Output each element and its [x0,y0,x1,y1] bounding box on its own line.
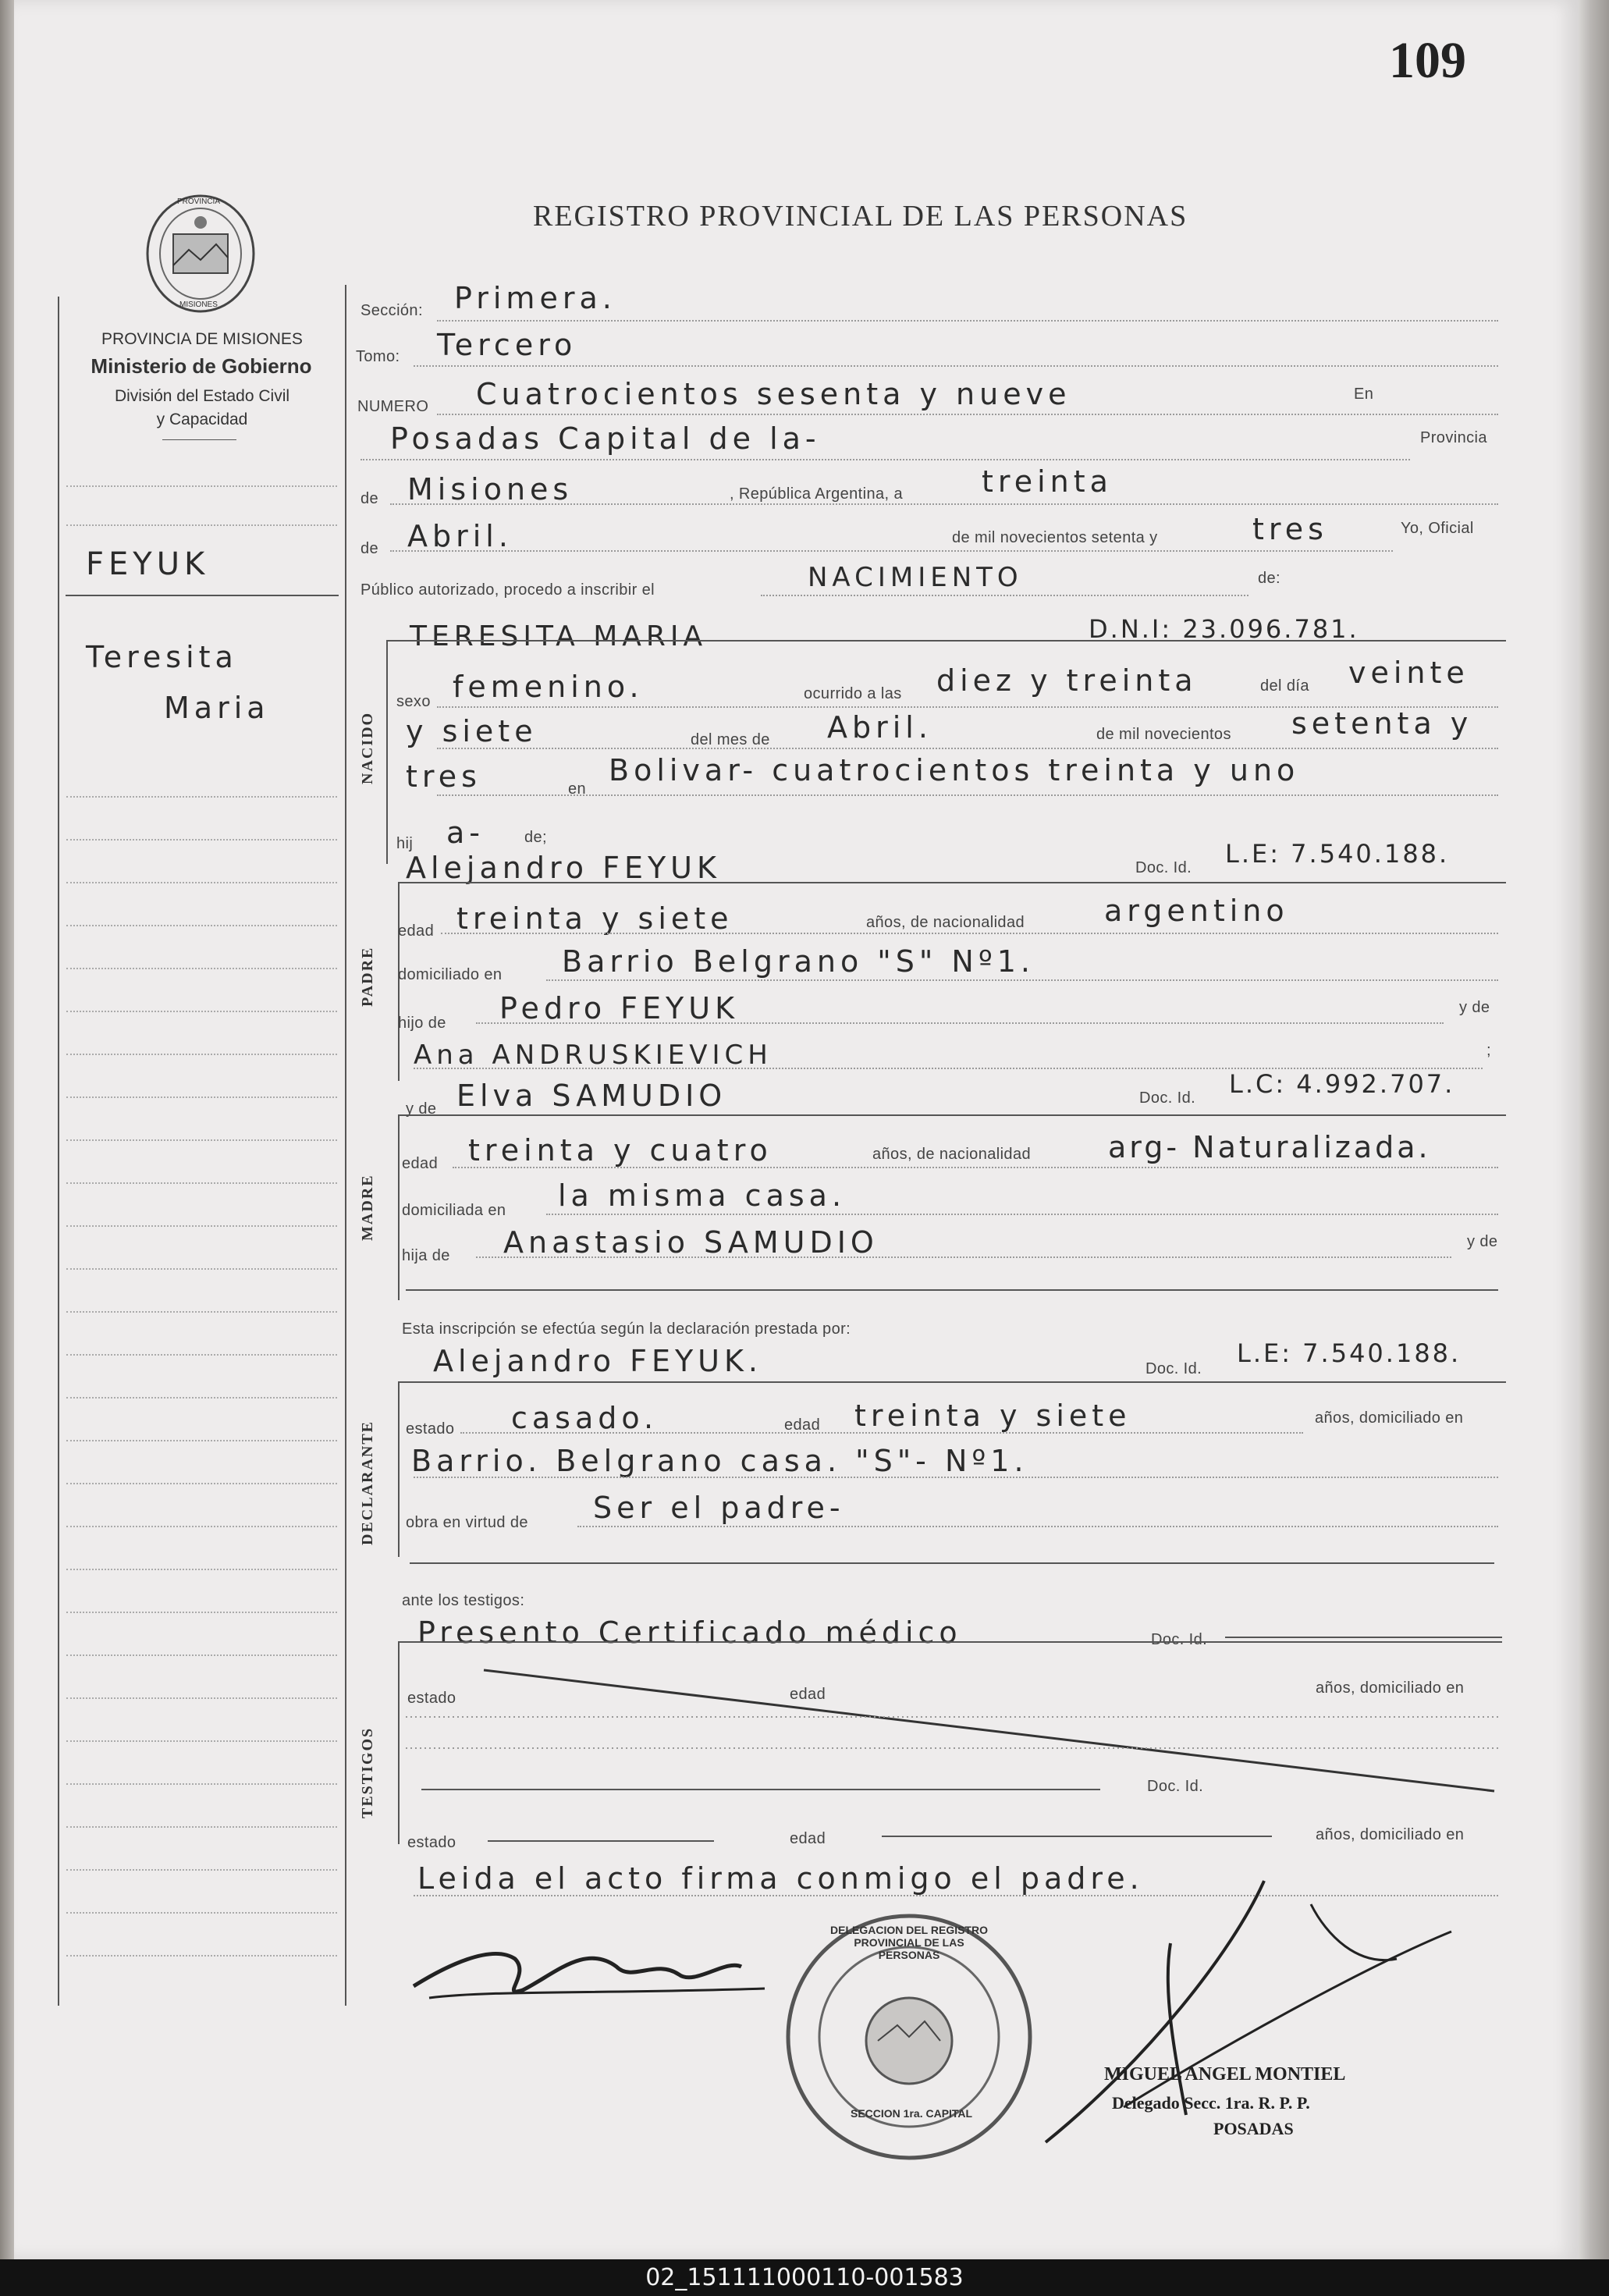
madre-yde2-label: y de [1467,1233,1498,1250]
padre-dom-label: domiciliado en [398,966,503,983]
testigos-estado-label-2: estado [407,1834,456,1851]
seal-top-text: PROVINCIA [177,197,221,206]
madre-edad-value: treinta y cuatro [468,1133,773,1168]
madre-hijade-value: Anastasio SAMUDIO [503,1225,879,1260]
madre-name-value: Elva SAMUDIO [456,1079,727,1113]
madre-doc-label: Doc. Id. [1139,1089,1196,1107]
declarante-estado-label: estado [406,1420,455,1438]
year-label: de mil novecientos setenta y [952,529,1158,546]
padre-nac-label: años, de nacionalidad [866,914,1025,931]
madre-doc-value: L.C: 4.992.707. [1229,1069,1455,1099]
de-colon-label: de: [1258,570,1281,587]
dia2-value: y siete [406,714,538,748]
margin-surname: FEYUK [86,546,210,582]
padre-hijode-value: Pedro FEYUK [499,991,739,1025]
acto-value: NACIMIENTO [808,562,1023,593]
testigos-doc-label-2: Doc. Id. [1147,1778,1204,1795]
officer-role: Delegado Secc. 1ra. R. P. P. [1112,2093,1310,2113]
nacido-name-value: TERESITA MARIA [410,620,708,652]
testigos-doc-label-1: Doc. Id. [1151,1631,1208,1648]
officer-name: MIGUEL ANGEL MONTIEL [1104,2064,1346,2085]
image-id-footer: 02_151111000110-001583 [0,2259,1609,2296]
anio2-value: tres [406,759,481,794]
declarante-dom-value: Barrio. Belgrano casa. "S"- Nº1. [411,1444,1028,1478]
day-value: treinta [982,464,1113,499]
stamp-inner-text: SECCION 1ra. CAPITAL [851,2107,973,2120]
madre-section-label: MADRE [359,1174,376,1241]
milnov-label: de mil novecientos [1096,726,1231,743]
lugar-value: Bolivar- cuatrocientos treinta y uno [609,753,1300,787]
ocurrido-label: ocurrido a las [804,685,902,702]
month-value: Abril. [407,519,513,553]
padre-semicolon: ; [1486,1042,1491,1059]
testigos-section-label: TESTIGOS [359,1726,376,1818]
closing-statement: Leida el acto firma conmigo el padre. [417,1861,1144,1896]
declarante-doc-value: L.E: 7.540.188. [1237,1338,1462,1368]
mes-value: Abril. [827,710,932,745]
dia-value: veinte [1348,656,1469,690]
padre-doc-label: Doc. Id. [1135,859,1192,876]
en-label: En [1354,386,1374,403]
declarante-edad-value: treinta y siete [854,1399,1131,1433]
hora-value: diez y treinta [936,663,1198,698]
officer-place: POSADAS [1213,2119,1294,2138]
authority-province: PROVINCIA DE MISIONES [101,330,303,348]
padre-yde-label: y de [1459,999,1490,1016]
declarante-obra-label: obra en virtud de [406,1514,528,1531]
official-stamp-icon [780,1908,1038,2166]
de-semicolon-label: de; [524,829,548,846]
padre-madre-of-value: Ana ANDRUSKIEVICH [414,1040,773,1071]
authority-ministry: Ministerio de Gobierno [91,354,312,378]
testigos-edad-label-2: edad [790,1830,826,1847]
padre-hijode-label: hijo de [398,1015,446,1032]
padre-nac-value: argentino [1104,894,1289,928]
declarante-name-value: Alejandro FEYUK. [433,1344,762,1378]
publico-label: Público autorizado, procedo a inscribir el [361,581,655,599]
hij-label: hij [396,835,414,852]
madre-nac-value: arg- Naturalizada. [1108,1130,1431,1164]
padre-doc-value: L.E: 7.540.188. [1225,839,1450,869]
declarante-anios-label: años, domiciliado en [1315,1409,1464,1427]
padre-dom-value: Barrio Belgrano "S" Nº1. [562,944,1035,979]
numero-label: NUMERO [357,398,429,415]
seal-bottom-text: MISIONES [179,300,218,309]
tomo-value: Tercero [437,328,577,362]
padre-name-value: Alejandro FEYUK [406,851,721,885]
testigos-value-1: Presento Certificado médico [417,1615,962,1650]
place-value: Posadas Capital de la- [390,421,821,456]
padre-edad-value: treinta y siete [456,901,733,936]
padre-section-label: PADRE [359,946,376,1007]
declarante-intro-label: Esta inscripción se efectúa según la declaración prestada por: [402,1320,851,1338]
testigos-anios-label-2: años, domiciliado en [1316,1826,1465,1843]
madre-yde-label: y de [406,1100,437,1118]
en-label-nacido: en [568,780,587,798]
testigos-edad-label-1: edad [790,1686,826,1703]
year-value: tres [1252,512,1328,546]
deldia-label: del día [1260,677,1309,695]
seccion-label: Sección: [361,302,423,319]
republica-label: , República Argentina, a [730,485,903,503]
numero-value: Cuatrocientos sesenta y nueve [476,377,1071,411]
hij-value: a- [446,816,485,850]
madre-edad-label: edad [402,1155,439,1172]
province-value: Misiones [407,472,574,506]
document-title: REGISTRO PROVINCIAL DE LAS PERSONAS [533,200,1188,233]
declarante-obra-value: Ser el padre- [593,1491,845,1525]
tomo-label: Tomo: [356,348,400,365]
testigos-anios-label-1: años, domiciliado en [1316,1679,1465,1697]
seccion-value: Primera. [454,281,616,315]
declarante-doc-label: Doc. Id. [1145,1360,1202,1377]
delmes-label: del mes de [691,731,770,748]
yo-oficial-label: Yo, Oficial [1401,520,1474,537]
stamp-ring-text: DELEGACION DEL REGISTRO PROVINCIAL DE LAS PERSONAS [830,1924,988,1961]
declarante-edad-label: edad [784,1416,821,1434]
provincia-label: Provincia [1420,429,1487,446]
testigos-ante-label: ante los testigos: [402,1592,525,1609]
nacido-section-label: NACIDO [359,711,376,784]
de-label-1: de [361,490,379,507]
declarante-estado-value: casado. [511,1401,659,1435]
margin-given-name-2: Maria [164,691,270,725]
padre-edad-label: edad [398,922,435,940]
sexo-label: sexo [396,693,431,710]
page-number: 109 [1389,32,1466,89]
madre-hijade-label: hija de [402,1247,450,1264]
testigos-estado-label-1: estado [407,1690,456,1707]
nacido-dni-value: D.N.I: 23.096.781. [1089,614,1359,644]
sexo-value: femenino. [453,670,644,704]
anio-value: setenta y [1291,706,1473,741]
authority-division: División del Estado Civil [114,387,290,405]
madre-dom-value: la misma casa. [558,1178,847,1213]
margin-given-name-1: Teresita [86,640,238,674]
de-label-2: de [361,540,379,557]
authority-capacity: y Capacidad [156,411,248,428]
declarante-section-label: DECLARANTE [359,1420,376,1545]
madre-dom-label: domiciliada en [402,1202,506,1219]
madre-nac-label: años, de nacionalidad [872,1146,1031,1163]
declarant-signature-icon [398,1912,773,2029]
